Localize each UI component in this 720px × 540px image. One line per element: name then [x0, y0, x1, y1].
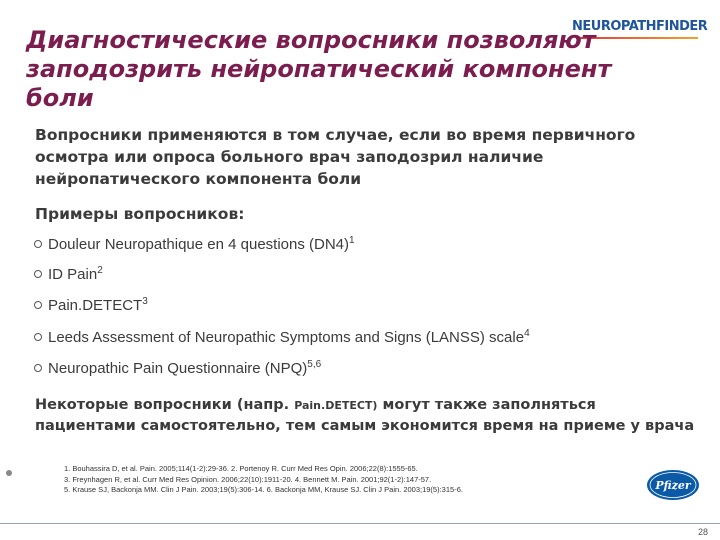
- questionnaire-ref: 4: [524, 328, 530, 339]
- intro-paragraph: Вопросники применяются в том случае, если во время первичного осмотра или опроса больного врач заподозрил наличие нейропатического компонента боли: [35, 126, 636, 188]
- questionnaire-item: [34, 360, 321, 377]
- questionnaire-name: ID Pain: [48, 266, 98, 283]
- slide-title: Диагностические вопросники позволяют заподозрить нейропатический компонент боли: [26, 26, 612, 112]
- bullet-icon: [34, 270, 42, 278]
- questionnaire-name: Douleur Neuropathique en 4 questions (DN4): [48, 236, 350, 253]
- reference-line: 5. Krause SJ, Backonja MM. Clin J Pain. 2003;19(5):306-14. 6. Backonja MM, Krause SJ. Clin J Pain. 2003;19(5):315-6.: [64, 485, 463, 494]
- page-number: 28: [697, 527, 708, 537]
- questionnaire-ref: 2: [97, 265, 103, 276]
- questionnaire-ref: 3: [142, 296, 148, 307]
- pfizer-text: Pfizer: [655, 479, 691, 492]
- questionnaire-name: Pain.DETECT: [48, 297, 143, 314]
- bullet-icon: [34, 301, 42, 309]
- questionnaire-ref: 1: [349, 235, 355, 246]
- outro-text-end: могут также заполняться пациентами самостоятельно, тем самым экономится время на приеме у врача: [35, 397, 695, 434]
- questionnaire-ref: 5,6: [307, 359, 322, 370]
- bullet-icon: [34, 364, 42, 372]
- logo-text: NEUROPATHFINDER: [572, 19, 708, 34]
- reference-line: 1. Bouhassira D, et al. Pain. 2005;114(1-2):29-36. 2. Portenoy R. Curr Med Res Opin. 2006;22(8):1555-65.: [64, 464, 418, 473]
- outro-example: Pain.DETECT): [294, 399, 378, 412]
- footer-divider: [0, 523, 720, 524]
- references: [64, 464, 624, 496]
- reference-line: 3. Freynhagen R, et al. Curr Med Res Opinion. 2006;22(10):1911-20. 4. Bennett M. Pain. 2001;92(1-2):147-57.: [64, 474, 432, 484]
- pfizer-logo: [645, 468, 701, 502]
- outro-text-start: Некоторые вопросники (напр.: [35, 397, 295, 413]
- bullet-icon: [34, 333, 42, 341]
- bullet-icon: [34, 240, 42, 248]
- questionnaire-name: Leeds Assessment of Neuropathic Symptoms and Signs (LANSS) scale: [48, 329, 525, 346]
- examples-heading: Примеры вопросников:: [35, 205, 245, 223]
- questionnaire-name: Neuropathic Pain Questionnaire (NPQ): [48, 360, 308, 377]
- outro-paragraph: [35, 395, 695, 436]
- questionnaire-item: [34, 236, 355, 253]
- questionnaire-item: [34, 297, 148, 314]
- questionnaire-item: [34, 329, 530, 346]
- side-dot: [6, 470, 12, 476]
- questionnaire-item: [34, 266, 103, 283]
